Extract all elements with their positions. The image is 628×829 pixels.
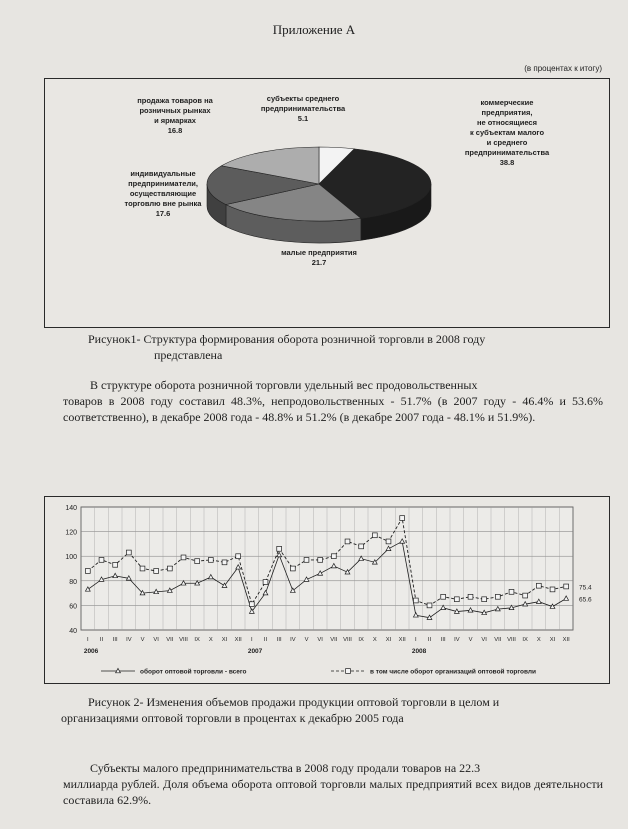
x-tick-label-31: VIII (507, 637, 516, 643)
series-1-point-24 (413, 598, 418, 603)
x-tick-label-34: XI (549, 637, 556, 643)
x-tick-label-7: VIII (179, 637, 188, 643)
series-1-point-29 (482, 597, 487, 602)
x-tick-label-0: I (87, 637, 89, 643)
x-tick-label-30: VII (494, 637, 502, 643)
year-label-2: 2008 (411, 648, 427, 655)
series-1-point-17 (318, 557, 323, 562)
series-1-point-1 (99, 557, 104, 562)
series-1-point-12 (249, 602, 254, 607)
x-tick-label-6: VII (166, 637, 174, 643)
series-1-point-23 (400, 516, 405, 521)
series-1-point-28 (468, 594, 473, 599)
series-1-point-5 (154, 569, 159, 574)
series-1-point-9 (208, 557, 213, 562)
series-1-point-26 (441, 594, 446, 599)
y-tick-label-5: 140 (65, 505, 77, 512)
series-1-point-19 (345, 539, 350, 544)
series-1-point-10 (222, 560, 227, 565)
pie-label-0: субъекты среднего предпринимательства 5.1 (260, 94, 346, 123)
pie-label-2: малые предприятия 21.7 (281, 248, 357, 267)
series-1-point-22 (386, 539, 391, 544)
series-1-point-30 (495, 594, 500, 599)
appendix-title: Приложение А (272, 22, 356, 37)
pie-label-1: коммерческие предприятия, не относящиеся к субъектам малого и среднего предпринимательства 38.8 (464, 98, 550, 167)
x-tick-label-19: VIII (343, 637, 352, 643)
line-chart-frame (44, 496, 610, 684)
paragraph2-rest: миллиарда рублей. Доля объема оборота оптовой торговли малых предприятий всех видов деятельности составила 62.9%. (63, 777, 603, 807)
paragraph1-line1: В структуре оборота розничной торговли удельный вес продовольственных (90, 378, 478, 392)
legend-label-1: в том числе оборот организаций оптовой торговли (370, 668, 537, 676)
series-1-point-2 (113, 562, 118, 567)
x-tick-label-28: V (468, 637, 473, 643)
series-1-point-4 (140, 566, 145, 571)
series-1-point-16 (304, 557, 309, 562)
series-1-point-0 (85, 569, 90, 574)
series-1-point-7 (181, 555, 186, 560)
pie-label-4: продажа товаров на розничных рынках и ярмарках 16.8 (137, 96, 213, 135)
x-tick-label-2: III (112, 637, 118, 643)
series-0-end-label: 65.6 (579, 596, 592, 604)
year-label-1: 2007 (247, 648, 263, 655)
series-1-point-3 (126, 550, 131, 555)
series-1-point-25 (427, 603, 432, 608)
x-tick-label-9: X (208, 637, 213, 643)
series-1-point-35 (564, 584, 569, 589)
series-1-point-8 (195, 559, 200, 564)
x-tick-label-4: V (140, 637, 145, 643)
units-note: (в процентах к итогу) (524, 64, 602, 73)
paragraph-small-business (63, 760, 603, 808)
x-tick-label-8: IX (194, 637, 200, 643)
series-1-point-27 (454, 597, 459, 602)
x-tick-label-24: I (415, 637, 417, 643)
paragraph2-line1: Субъекты малого предпринимательства в 2008 году продали товаров на 22.3 (90, 761, 481, 775)
x-tick-label-14: III (276, 637, 282, 643)
figure1-caption-line1: Рисунок1- Структура формирования оборота розничной торговли в 2008 году (88, 332, 486, 346)
x-tick-label-32: IX (522, 637, 528, 643)
series-1-point-34 (550, 587, 555, 592)
figure2-caption (61, 694, 603, 726)
series-1-point-32 (523, 593, 528, 598)
x-tick-label-27: IV (454, 637, 460, 643)
x-tick-label-13: II (263, 637, 268, 643)
series-1-point-6 (167, 566, 172, 571)
year-label-0: 2006 (83, 648, 99, 655)
line-chart (45, 497, 609, 683)
series-1-point-21 (372, 533, 377, 538)
y-tick-label-4: 120 (65, 529, 77, 537)
x-tick-label-12: I (251, 637, 253, 643)
x-tick-label-10: XI (221, 637, 228, 643)
x-tick-label-21: X (372, 637, 377, 643)
x-tick-label-26: III (440, 637, 446, 643)
x-tick-label-33: X (536, 637, 541, 643)
y-tick-label-0: 40 (69, 628, 77, 635)
x-tick-label-16: V (304, 637, 309, 643)
x-tick-label-17: VI (317, 637, 323, 643)
series-1-point-33 (536, 583, 541, 588)
series-1-point-18 (331, 554, 336, 559)
series-1-point-14 (277, 546, 282, 551)
figure2-caption-rest: организациями оптовой торговли в процентах к декабрю 2005 года (61, 711, 404, 725)
x-tick-label-3: IV (126, 637, 132, 643)
legend-triangle-icon (116, 668, 121, 672)
figure1-caption-line2: представлена (154, 348, 223, 362)
y-tick-label-3: 100 (65, 554, 77, 562)
x-tick-label-1: II (99, 637, 104, 643)
y-tick-label-2: 80 (69, 578, 77, 586)
x-tick-label-22: XI (385, 637, 392, 643)
pie-chart-frame (44, 78, 610, 328)
series-1-point-31 (509, 589, 514, 594)
x-tick-label-5: VI (153, 637, 159, 643)
y-tick-label-1: 60 (69, 603, 77, 611)
series-1-point-13 (263, 580, 268, 585)
figure1-caption (88, 331, 603, 363)
x-tick-label-15: IV (290, 637, 296, 643)
series-1-end-label: 75.4 (579, 584, 592, 592)
legend-label-0: оборот оптовой торговли - всего (140, 668, 247, 676)
legend-square-icon (346, 669, 351, 674)
x-tick-label-29: VI (481, 637, 487, 643)
series-1-point-20 (359, 544, 364, 549)
x-tick-label-18: VII (330, 637, 338, 643)
x-tick-label-11: XII (234, 637, 242, 643)
paragraph1-rest: товаров в 2008 году составил 48.3%, непродовольственных - 51.7% (в 2007 году - 46.4% и 53.6% соответственно), в декабре 2008 года - 48.8% и 51.2% (в декабре 2007 года - 48.1% и 51.9%). (63, 394, 603, 424)
x-tick-label-23: XII (398, 637, 406, 643)
pie-chart (45, 79, 609, 327)
pie-label-3: индивидуальные предприниматели, осуществляющие торговлю вне рынка 17.6 (124, 169, 202, 218)
figure2-caption-line1: Рисунок 2- Изменения объемов продажи продукции оптовой торговли в целом и (88, 695, 500, 709)
x-tick-label-20: IX (358, 637, 364, 643)
x-tick-label-25: II (427, 637, 432, 643)
series-1-point-15 (290, 566, 295, 571)
series-1-point-11 (236, 554, 241, 559)
x-tick-label-35: XII (562, 637, 570, 643)
paragraph-retail-structure (63, 377, 603, 425)
